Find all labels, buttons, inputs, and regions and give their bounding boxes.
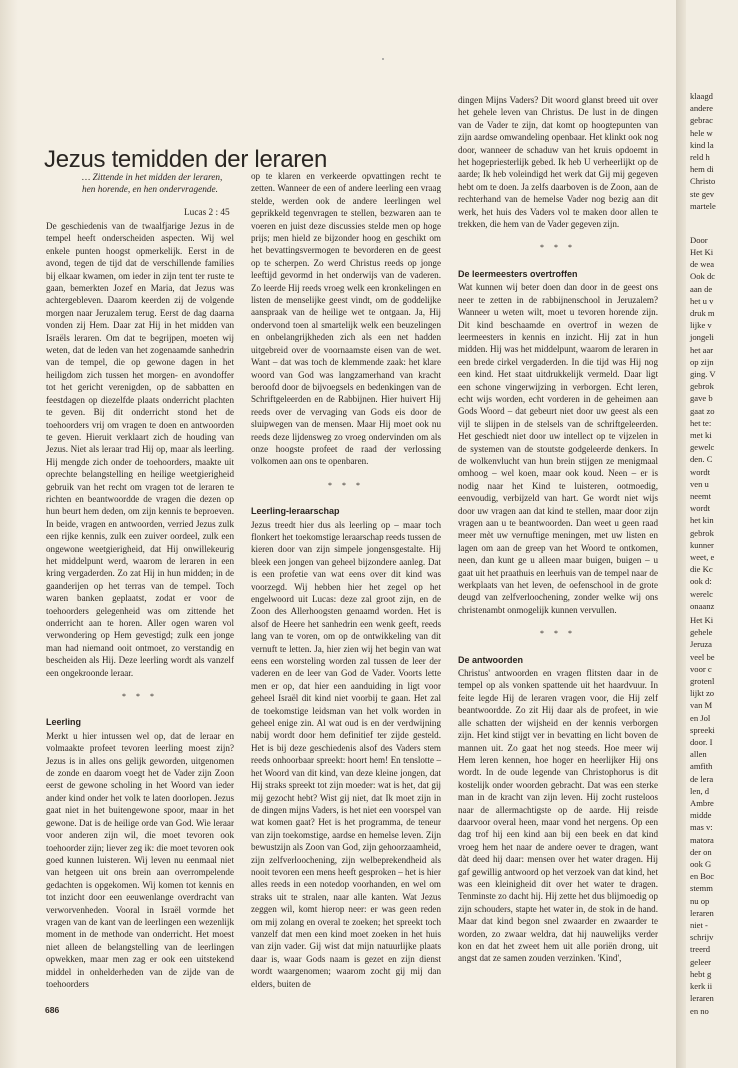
page-number: 686 — [45, 1005, 60, 1015]
article-title: Jezus temidden der leraren — [44, 146, 328, 173]
epigraph-reference: Lucas 2 : 45 — [184, 208, 230, 218]
section-heading-leerling-leraarschap: Leerling-leraarschap — [251, 506, 340, 517]
page-gutter — [676, 0, 686, 1068]
column-1 — [46, 220, 234, 990]
adjacent-text-block-3: Het Ki gehele Jeruza veel be voor c grotenl lijkt zo van M en Jol spreeki door. I allen amfith de lera len, d Ambre midde mas v: matora der on ook G en Boc stemm nu op leraren niet - schrijv treerd geleer hebt g kerk ii leraren en no — [690, 615, 715, 1016]
adjacent-text-block-1: klaagd andere gebrac hele w kind la reld h hem di Christo ste gev martele — [690, 91, 716, 211]
speck — [382, 58, 384, 60]
leraarschap-paragraph: Jezus treedt hier dus als leerling op – maar toch flonkert het toekomstige leraarschap reeds tussen de kieren door van zijn simpele jongensgestalte. Hij bleek een jongen van geheel bijzondere aanleg. Dat is een profetie van wat eens over dit kind was voorzegd. Wij hebben hier het zegel op het engelwoord uit Lucas: deze zal groot zijn, en de Zoon des Allerhoogsten genaamd worden. Het is alsof de Heere het sanhedrin een wenk geeft, reeds lang van te voren, om op de ontwikkeling van dit vernuft te letten. Ja, hier zien wij het begin van wat eens een worsteling worden zal tussen de leer der vaderen en de leer van God de Vader. Voorts lette men er op, dat hier een aanduiding in ligt voor geheel Israël dit kind niet voorbij te gaan. Het zal de toekomstige leidsman van het volk worden in geheel enige zin. Al wat oud is en der verdwijning nabij wordt door hem definitief ter zijde gesteld. Het is bij deze geschiedenis alsof des Vaders stem reeds onhoorbaar spreekt: hoort hem! En tenslotte – het Woord van dit kind, van deze kleine jongen, dat Hij straks spreekt tot zijn moeder: wat is het, dat gij mij gezocht hebt? Wist gij niet, dat Ik moet zijn in de dingen mijns Vaders, is het niet een voorspel van wat komen gaat? Het is het programma, de teneur van zijn toekomstige, aardse en hemelse leven. Zijn bewustzijn als Zoon van God, zijn gehoorzaamheid, zijn zelfverloochening, zijn welbeprekendheid als nooit tevoren een mens heeft gesproken – het is hier alles reeds in een notedop voorhanden, en wel om straks uit te stralen, naar alle kanten. Wat Jezus zeggen wil, komt hierop neer: er was geen reden om mij zolang en overal te zoeken; het spreekt toch vanzelf dat men een kind moet zoeken in het huis van zijn vader. Gij wist dat mijn natuurlijke plaats daar is, waar Gods naam is gezet en zijn dienst wordt waargenomen; waarom zocht gij mij dan elders, buiten de — [251, 519, 441, 989]
section-divider: * * * — [122, 692, 158, 702]
section-heading-leerling: Leerling — [46, 717, 82, 728]
column-3 — [458, 94, 658, 965]
section-divider: * * * — [328, 480, 364, 490]
continued-paragraph-2: dingen Mijns Vaders? Dit woord glanst breed uit over het gehele leven van Christus. De lust in de dingen van de Vader te zijn, dat komt op hoogtepunten van zijn aardse omwandeling openbaar. Het klinkt ook nog door, wanneer de schaduw van het kruis opdoemt in het hogepriesterlijk gebed. Ik heb U verheerlijkt op de aarde; Ik heb voleindigd het werk dat Gij mij gegeven hebt om te doen. Ja zelfs daarboven is de Zoon, aan de rechterhand van de hemelse Vader nog bezig aan dit werk, het huis des Vaders vol te maken door allen te trekken, die hem van de Vader gegeven zijn. — [458, 95, 658, 230]
leermeesters-paragraph: Wat kunnen wij beter doen dan door in de geest ons neer te zetten in de rabbijnenschool in Jeruzalem? Wanneer u weten wilt, moet u tevoren horende zijn. Dit kind beschaamde en overtrof in wezen de leermeesters in kennis en inzicht. Hij zat in hun midden. Hij was het middelpunt, waarom de leraren in een brede cirkel vergaderden. In die tijd was Hij nog een kind. Het staat uitdrukkelijk vermeld. Daar ligt een schone vingerwijzing in verborgen. Echt leren, echt wijs worden, echt vorderen in de geheimen aan Gods Woord – dat gebeurt niet door uw geest als een vijl te slijpen in de stelsels van de schriftgeleerden. Het geschiedt niet door uw intellect op te vijzelen in de systemen van de stoutste godgeleerde denkers. In de wolkenvlucht van hun brein stijgen ze menigmaal omhoog – wel koen, maar ook koud. Neen – er is nodig naar het Kind te luisteren, ootmoedig, eenvoudig, verbijzeld van hart. Ge wordt niet wijs door uw vragen aan dat kind te stellen, maar door zijn vragen aan u te beantwoorden. Dan weet u geen raad meer mèt uw vernuftige meningen, met uw listen en lagen om aan de greep van het Woord te ontkomen, neen, dan kunt ge u alleen maar buigen, buigen – u gaat uit het praathuis en leerhuis van de tempel naar de werkplaats van het leven, de oefenschool in de grote deugd van zelfverloochening, zonder welke wij ons christenambt onmogelijk kunnen vervullen. — [458, 282, 658, 615]
section-divider: * * * — [540, 629, 576, 639]
leerling-paragraph: Merkt u hier intussen wel op, dat de leraar en volmaakte profeet tevoren leerling moest zijn? Jezus is in alles ons gelijk geworden, uitgenomen de zonde en daarom voegt het de Vader zijn Zoon eerst de gewone scholing in het Woord van ieder ander kind onder het volk te laten doorlopen. Jezus gaat niet in het buitengewone spoor, maar in het gewone. Dat is de heilige orde van God. Wie leraar voor anderen zijn wil, die moet tevoren ook toehoorder zijn; liever zeg ik: die moet tevoren ook goed kunnen luisteren. Wij leven nu eenmaal niet van hetgeen uit ons brein aan overrompelende gedachten is opgekomen. Wij komen tot kennis en tot inzicht door een eeuwenlange overdracht van verworvenheden. Vooral in Israël vormde het vragen van de kant van de leerlingen een wezenlijk moment in de methode van onderricht. Het moest niet alleen de belangstelling van de leerlingen opwekken, maar men zag er ook een uitstekend middel in onhelderheden van de zijde van de toehoorders — [46, 730, 234, 989]
adjacent-heading: Door — [690, 235, 708, 245]
continued-paragraph: op te klaren en verkeerde opvattingen recht te zetten. Wanneer de een of andere leerling een vraag stelde, werden ook de andere leerlingen wel geprikkeld tegenvragen te stellen, bezwaren aan te voeren en juist deze discussies stelde men op hoge prijs; men hield ze bijzonder hoog en geschikt om het bevattingsvermogen te bevorderen en de geest op te scherpen. Zo werd Christus reeds op jonge leeftijd gevormd in het onderwijs van de vaderen. Zo leerde Hij reeds vroeg welk een kronkelingen en listen de menselijke geest vindt, om de goddelijke aanspraak van de heilige wet te ontgaan. Ja, Hij ondervond toen al smartelijk welk een beuzelingen en onbelangrijkheden zich als een net hadden uitgebreid over de voornaamste eisen van de wet. Want – dat was toch de klemmende zaak: het klare woord van God was langzamerhand van kracht beroofd door de bijvoegsels en bedenkingen van de Schriftgeleerden en de Rabbijnen. Hier huivert Hij reeds over de vervaging van Gods eis door de sluipwegen van de mensen. Maar Hij moet ook nu reeds deze lijdensweg zo vroeg ondervinden om als onze hoogste profeet de raad der verlossing volkomen aan ons te openbaren. — [251, 171, 441, 467]
antwoorden-paragraph: Christus' antwoorden en vragen flitsten daar in de tempel op als vonken spattende uit het haardvuur. In feite legde Hij de leraren vragen voor, die Hij zelf beantwoordde. Zo zit Hij daar als de profeet, in wie alle schatten der wijsheid en der kennis verborgen zijn. Het kind stijgt ver in bevatting en licht boven de mannen uit. Zo gaat het nog steeds. Hoe meer wij Hem leren kennen, hoe hoger en heerlijker Hij ons wordt. In de oude legende van Christophorus is dit kostelijk onder woorden gebracht. Dat was een sterke man in de kracht van zijn leven. Hij zocht rusteloos naar de allermachtigste op de aarde. Hij reisde daarvoor overal heen, maar vond het nergens. Op een dag trof hij een kind aan bij een beek en dat kind vroeg hem het naar de andere oever te dragen, want dàt deed hij daar: mensen over het water dragen. Hij gaf gewillig antwoord op het verzoek van dat kind, het was een kleinigheid dit over het water te dragen. Tenminste zo dacht hij. Hij zette het dus blijmoedig op zijn schouders, stapte het water in, de stok in de hand. Maar dat kind begon snel zwaarder en zwaarder te worden, zo zwaar weldra, dat hij nauwelijks verder kon en dat het zweet hem uit alle poriën drong, uit angst dat ze samen zouden verzinken. 'Kind', — [458, 668, 658, 964]
column-2 — [251, 170, 441, 990]
section-divider: * * * — [540, 243, 576, 253]
intro-paragraph: De geschiedenis van de twaalfjarige Jezus in de tempel heeft onderscheiden aspecten. Wij wel enkele punten hoogst opmerkelijk. Eerst in de avond, tegen de tijd dat de verschillende families bij elkaar kwamen, om ieder in zijn tent ter ruste te gaan, bemerkten Jozef en Maria, dat Jezus was achtergebleven. Daarom keerden zij de volgende morgen naar Jeruzalem terug. Eerst de dag daarna vonden zij Hem. Daar zat Hij in het midden van Israëls leraren. Om dat te begrijpen, moeten wij weten, dat de leden van het zogenaamde sanhedrin van de tempel, die op gewone dagen in het heiligdom zich tussen het morgen- en avondoffer tot het gericht verenigden, op de sabbatten en feestdagen op diezelfde plaats onderricht plachten te geven. Bij dit onderricht stond het de toehoorders vrij om vragen te doen en antwoorden te geven. Hieruit verklaart zich de houding van Jezus. Niet als leraar trad Hij op, maar als leerling. Hij mengde zich onder de toehoorders, maakte uit oprechte belangstelling en heilige weetgierigheid gebruik van het recht om vragen tot de leraren te richten en beantwoordde de vragen die dezen op hun beurt hem deden, om zijn kennis te beproeven. In beide, vragen en antwoorden, verried Jezus zulk een rijke kennis, zulk een zuiver oordeel, zulk een ongewone weetgierigheid, dat Hij onwillekeurig het middelpunt werd, waarom de leraren in een kring vergaderden. Zo zat Hij in hun midden; in de gaanderijen op het terras van de tempel. Toch waren banken geplaatst, zodat er voor de toehoorders gelegenheid was om zittende het onderricht aan te horen. Aller ogen waren vol verwondering op Hem gevestigd; zulk een jonge man had niemand ooit ontmoet, zo verstandig en bescheiden als Hij. Deze leerling wordt als vanzelf een ongekroonde leraar. — [46, 221, 234, 678]
adjacent-text-block-2: Het Ki de wea Ook dc aan de het u v druk m lijke v jongeli het aar op zijn ging. V gebrok gave b gaat zo het te: met ki gewelc den. C wordt ven u neemt wordt het kin gebrok kunner weet, e die Kc ook d: werelc onaanz — [690, 247, 716, 611]
section-heading-leermeesters: De leermeesters overtroffen — [458, 268, 578, 279]
epigraph: … Zittende in het midden der leraren, hen horende, en hen ondervragende. — [82, 173, 223, 195]
adjacent-page-edge — [686, 0, 738, 1068]
section-heading-antwoorden: De antwoorden — [458, 654, 524, 665]
